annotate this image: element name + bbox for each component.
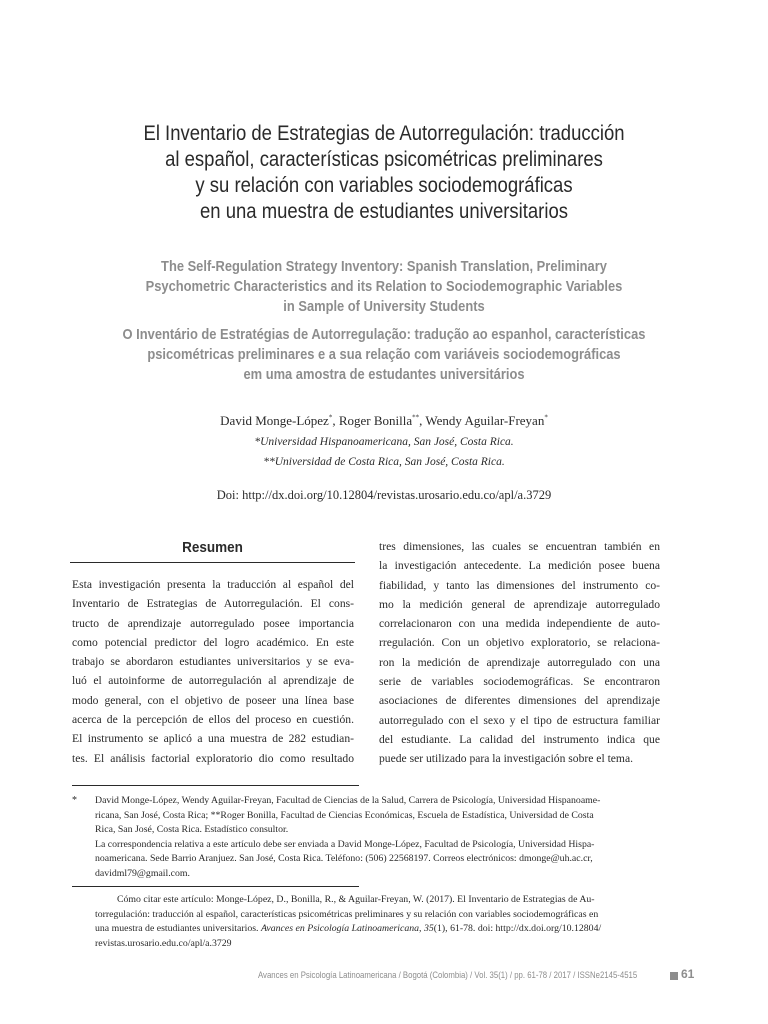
affiliation: *Universidad Hispanoamericana, San José, Costa Rica. xyxy=(254,436,514,448)
english-title-line: in Sample of University Students xyxy=(283,298,485,315)
footnote-line: Rica, San José, Costa Rica. Estadístico consultor. xyxy=(95,824,289,836)
abstract-line: Inventario de Estrategias de Autorregulación. El cons- xyxy=(72,597,354,611)
abstract-line: Esta investigación presenta la traducción al español del xyxy=(72,578,354,591)
author-name: , Roger Bonilla xyxy=(332,413,413,428)
abstract-line: autorregulado con el sexo y el tipo de estructura familiar xyxy=(379,713,660,727)
portuguese-title-line: em uma amostra de estudantes universitários xyxy=(243,366,525,383)
citation-text: una muestra de estudiantes universitarios. xyxy=(95,923,261,935)
abstract-line: mo la medición general de aprendizaje autorregulado xyxy=(379,597,660,611)
affiliation-mark: * xyxy=(328,413,333,422)
footnote-marker: * xyxy=(72,795,77,806)
title-line: al español, características psicométricas preliminares xyxy=(165,147,603,171)
abstract-line: acerca de la percepción de ellos del proceso en cuestión. xyxy=(72,713,354,727)
citation-line: Cómo citar este artículo: Monge-López, D., Bonilla, R., & Aguilar-Freyan, W. (2017). El Inventario de Estrategias de Au- xyxy=(117,894,595,905)
footnote-line: davidml79@gmail.com. xyxy=(95,867,191,879)
affiliation: **Universidad de Costa Rica, San José, Costa Rica. xyxy=(263,456,505,468)
page-number: 61 xyxy=(681,967,695,981)
abstract-line: asociaciones de diferentes dimensiones del aprendizaje xyxy=(379,694,660,708)
abstract-line: del estudiante. La calidad del instrumento indica que xyxy=(379,732,660,746)
english-title-line: The Self-Regulation Strategy Inventory: Spanish Translation, Preliminary xyxy=(161,258,607,275)
portuguese-title-line: O Inventário de Estratégias de Autorregulação: tradução ao espanhol, características xyxy=(122,326,646,343)
abstract-line: tructo de aprendizaje autorregulado posee importancia xyxy=(72,616,354,630)
author-list xyxy=(0,413,768,429)
page-marker-square xyxy=(670,972,678,980)
footnote-line: ricana, San José, Costa Rica; **Roger Bonilla, Facultad de Ciencias Económicas, Escuela de Estadística, Universidad de Costa xyxy=(95,809,594,821)
abstract-line: ron la medición de aprendizaje autorregulado con una xyxy=(379,655,660,669)
abstract-column-right xyxy=(379,537,660,769)
running-footer: Avances en Psicología Latinoamericana / Bogotá (Colombia) / Vol. 35(1) / pp. 61-78 / 2017 / ISSNe2145-4515 xyxy=(258,970,638,981)
citation-line xyxy=(95,922,658,937)
abstract-line: la investigación antecedente. La medición posee buena xyxy=(379,559,660,573)
abstract-line: El instrumento se aplicó a una muestra de 282 estudian- xyxy=(72,732,354,746)
author-name: David Monge-López xyxy=(220,413,329,428)
doi-link[interactable]: Doi: http://dx.doi.org/10.12804/revistas.urosario.edu.co/apl/a.3729 xyxy=(216,488,552,502)
english-title-line: Psychometric Characteristics and its Relation to Sociodemographic Variables xyxy=(145,278,623,295)
abstract-line: como potencial predictor del logro académico. En este xyxy=(72,635,354,649)
journal-name: Avances en Psicología Latinoamericana, 35 xyxy=(260,923,434,935)
abstract-line: luó el autoinforme de autorregulación al aprendizaje de xyxy=(72,674,354,688)
footnote-line: La correspondencia relativa a este artículo debe ser enviada a David Monge-López, Facultad de Psicología, Universidad Hispa- xyxy=(95,838,595,850)
footnote-line: noamericana. Sede Barrio Aranjuez. San José, Costa Rica. Teléfono: (506) 22568197. Correos electrónicos: dmonge@uh.ac.cr, xyxy=(95,853,593,865)
citation-line: revistas.urosario.edu.co/apl/a.3729 xyxy=(95,937,232,949)
abstract-heading-rule xyxy=(70,562,355,563)
english-title xyxy=(88,257,680,317)
abstract-line: serie de variables sociodemográficas. Se encontraron xyxy=(379,675,660,689)
abstract-line: puede ser utilizado para la investigación sobre el tema. xyxy=(379,752,633,766)
abstract-line: tres dimensiones, las cuales se encuentran también en xyxy=(379,540,660,553)
title-line: en una muestra de estudiantes universitarios xyxy=(200,199,568,223)
citation-text: (1), 61-78. doi: http://dx.doi.org/10.12804/ xyxy=(433,923,602,935)
affiliation-mark: * xyxy=(544,413,548,422)
abstract-line: rregulación. Con un objetivo exploratorio, se relaciona- xyxy=(379,636,660,650)
title-line: El Inventario de Estrategias de Autorregulación: traducción xyxy=(143,121,625,145)
abstract-line: correlacionaron con una medida independiente de auto- xyxy=(379,617,660,631)
abstract-line: fiabilidad, y tanto las dimensiones del instrumento co- xyxy=(379,578,660,592)
citation-line: torregulación: traducción al español, características psicométricas preliminares y su relación con variables sociodemográficas en xyxy=(95,908,599,920)
portuguese-title xyxy=(88,325,680,385)
abstract-column-left xyxy=(72,575,354,768)
citation-rule xyxy=(72,886,359,887)
abstract-line: trabajo se abordaron estudiantes universitarios y se eva- xyxy=(72,655,354,669)
footnote-line: David Monge-López, Wendy Aguilar-Freyan, Facultad de Ciencias de la Salud, Carrera de Psicología, Universidad Hispanoame- xyxy=(95,795,601,806)
abstract-heading: Resumen xyxy=(182,539,243,556)
article-title xyxy=(105,120,662,224)
author-footnote xyxy=(95,794,658,882)
citation-note xyxy=(95,893,658,951)
abstract-line: tes. El análisis factorial exploratorio dio como resultado xyxy=(72,751,354,765)
footnote-rule xyxy=(72,785,359,786)
author-name: , Wendy Aguilar-Freyan xyxy=(419,413,545,428)
portuguese-title-line: psicométricas preliminares e a sua relação com variáveis sociodemográficas xyxy=(147,346,621,363)
affiliation-mark: ** xyxy=(412,413,420,422)
title-line: y su relación con variables sociodemográficas xyxy=(195,173,573,197)
abstract-line: modo general, con el objetivo de poseer una línea base xyxy=(72,693,354,707)
